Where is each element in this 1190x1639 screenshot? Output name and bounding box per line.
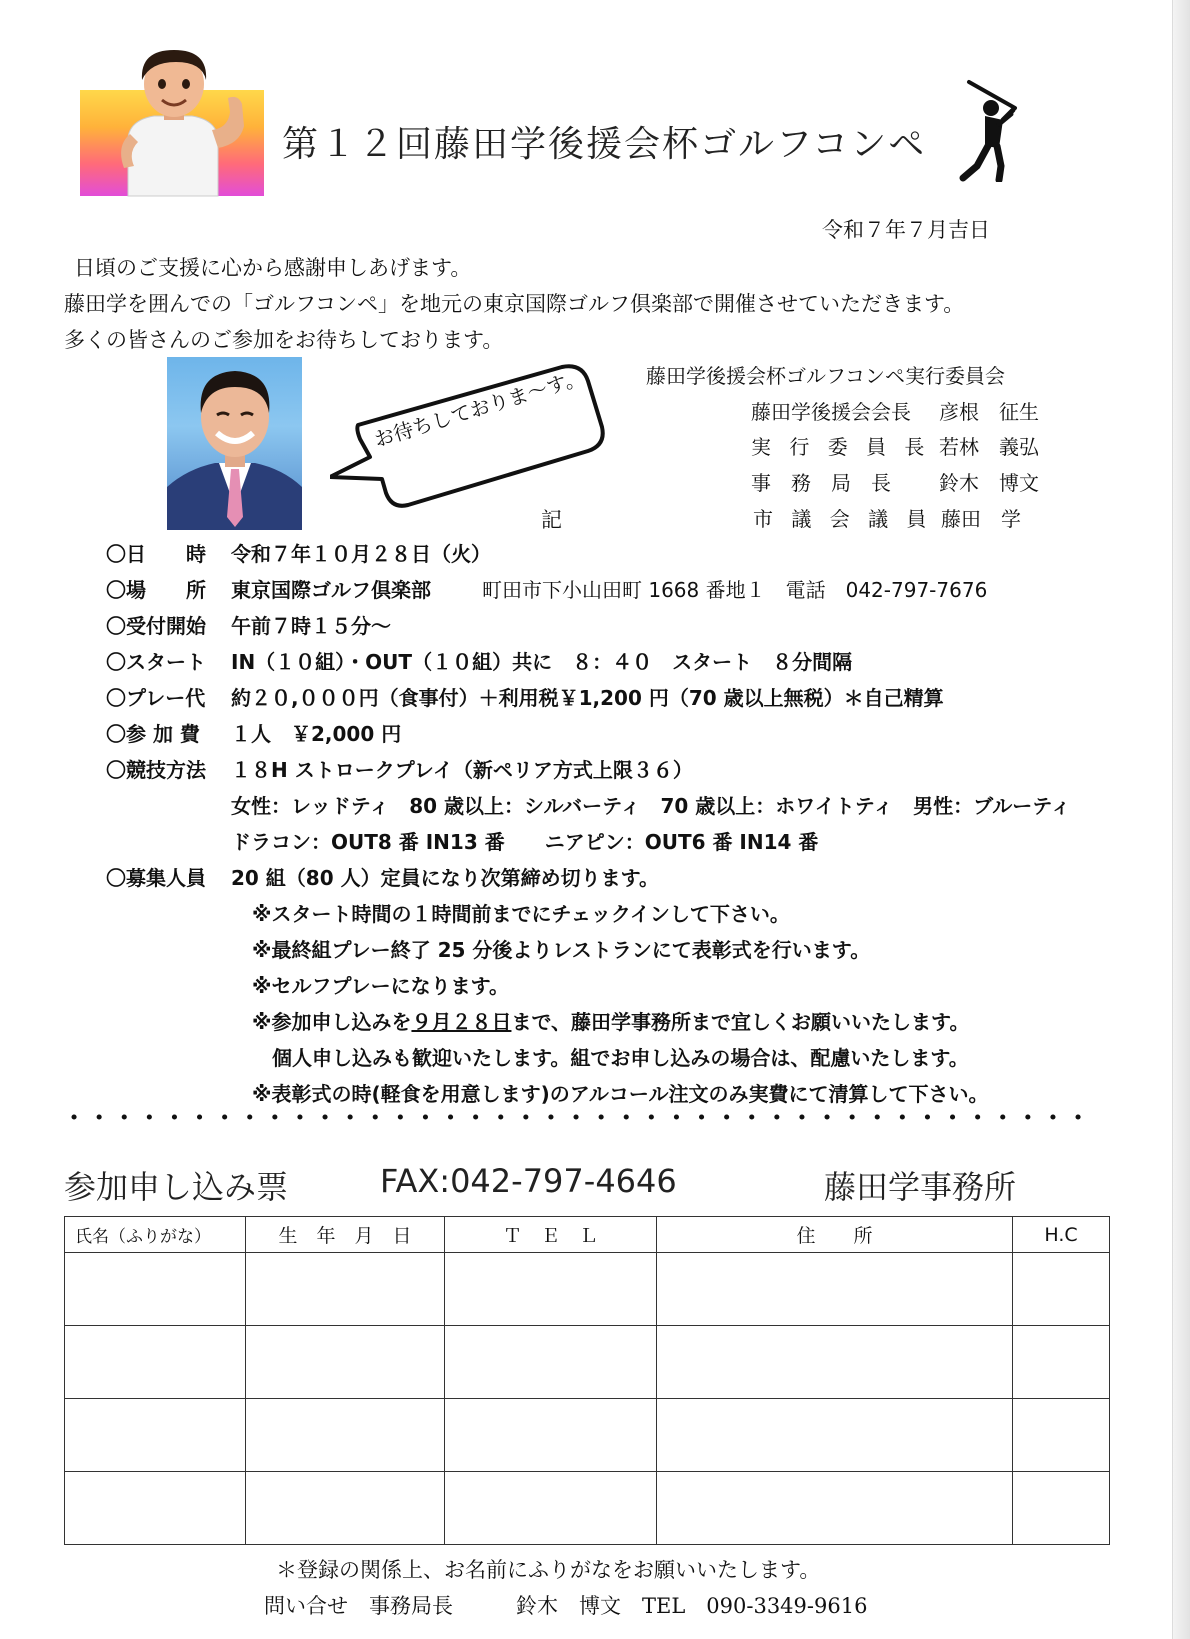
note-4-deadline: ９月２８日 — [411, 1010, 512, 1034]
venue-address: 町田市下小山田町 1668 番地１ 電話 042-797-7676 — [482, 578, 988, 602]
candidate-photo — [167, 357, 302, 530]
committee-role-4: 市 議 会 議 員 — [753, 507, 933, 531]
greeting-line-3: 多くの皆さんのご参加をお待ちしております。 — [64, 328, 504, 352]
form-fax: FAX:042-797-4646 — [380, 1162, 677, 1200]
table-header-row — [65, 1217, 1110, 1253]
cell-hc[interactable] — [1013, 1399, 1110, 1472]
cell-address[interactable] — [657, 1326, 1013, 1399]
value-venue: 東京国際ゴルフ倶楽部 — [231, 578, 431, 602]
value-entry-fee: １人 ￥2,000 円 — [231, 722, 402, 746]
page-title: 第１２回藤田学後援会杯ゴルフコンペ — [282, 124, 927, 165]
committee-org: 藤田学後援会杯ゴルフコンペ実行委員会 — [646, 364, 1005, 388]
form-title: 参加申し込み票 — [64, 1168, 289, 1206]
committee-name-2: 若林 義弘 — [939, 435, 1039, 459]
cell-birthdate[interactable] — [246, 1326, 445, 1399]
note-1: ※スタート時間の１時間前までにチェックインして下さい。 — [252, 902, 790, 926]
note-2: ※最終組プレー終了 25 分後よりレストランにて表彰式を行います。 — [252, 938, 871, 962]
cell-name[interactable] — [65, 1472, 246, 1545]
application-table — [64, 1216, 1110, 1545]
cell-tel[interactable] — [445, 1326, 657, 1399]
footer-contact: 問い合せ 事務局長 鈴木 博文 TEL 090-3349-9616 — [264, 1594, 868, 1618]
portrait-icon — [167, 357, 302, 530]
note-6: ※表彰式の時(軽食を用意します)のアルコール注文のみ実費にて清算して下さい。 — [252, 1082, 989, 1106]
form-office: 藤田学事務所 — [824, 1168, 1017, 1206]
table-row — [65, 1253, 1110, 1326]
golfer-icon — [955, 78, 1025, 186]
value-contests: ドラコン：OUT8 番 IN13 番 ニアピン：OUT6 番 IN14 番 — [231, 830, 819, 854]
value-tees: 女性：レッドティ 80 歳以上：シルバーティ 70 歳以上：ホワイトティ 男性：ブルーティ — [231, 794, 1071, 818]
cartoon-avatar-icon — [80, 48, 264, 154]
label-reception: 〇受付開始 — [106, 614, 206, 638]
value-format: １８H ストロークプレイ（新ペリア方式上限３６） — [231, 758, 693, 782]
value-capacity: 20 組（80 人）定員になり次第締め切ります。 — [231, 866, 659, 890]
cell-birthdate[interactable] — [246, 1253, 445, 1326]
cell-address[interactable] — [657, 1253, 1013, 1326]
committee-role-2: 実 行 委 員 長 — [751, 435, 931, 459]
footer-note: ＊登録の関係上、お名前にふりがなをお願いいたします。 — [276, 1558, 821, 1582]
speech-bubble — [330, 355, 610, 515]
note-4-before: ※参加申し込みを — [252, 1010, 412, 1034]
greeting-line-2: 藤田学を囲んでの「ゴルフコンペ」を地元の東京国際ゴルフ倶楽部で開催させていただきます。 — [64, 292, 965, 316]
table-row — [65, 1326, 1110, 1399]
ki-mark: 記 — [541, 508, 562, 532]
col-hc: H.C — [1013, 1217, 1110, 1253]
committee-role-1: 藤田学後援会会長 — [751, 400, 911, 424]
cell-hc[interactable] — [1013, 1253, 1110, 1326]
cell-address[interactable] — [657, 1472, 1013, 1545]
bubble-text: お待ちしておりま〜す。 — [371, 364, 588, 452]
committee-role-3: 事 務 局 長 — [751, 471, 891, 495]
label-entry-fee: 〇参 加 費 — [106, 722, 200, 746]
cartoon-avatar — [80, 90, 264, 196]
issue-date: 令和７年７月吉日 — [822, 218, 990, 242]
committee-name-4: 藤田 学 — [941, 507, 1021, 531]
cell-tel[interactable] — [445, 1399, 657, 1472]
committee-name-1: 彦根 征生 — [939, 400, 1039, 424]
note-5: 個人申し込みも歓迎いたします。組でお申し込みの場合は、配慮いたします。 — [272, 1046, 969, 1070]
greeting-line-1: 日頃のご支援に心から感謝申しあげます。 — [74, 256, 472, 280]
table-row — [65, 1399, 1110, 1472]
cell-birthdate[interactable] — [246, 1472, 445, 1545]
label-datetime: 〇日 時 — [106, 542, 206, 566]
page-edge — [1172, 0, 1190, 1639]
value-datetime: 令和７年１０月２８日（火） — [231, 542, 491, 566]
dotted-separator — [70, 1110, 1090, 1124]
note-4-after: まで、藤田学事務所まで宜しくお願いいたします。 — [511, 1010, 970, 1034]
cell-address[interactable] — [657, 1399, 1013, 1472]
cell-birthdate[interactable] — [246, 1399, 445, 1472]
cell-name[interactable] — [65, 1399, 246, 1472]
value-fee: 約２０,０００円（食事付）＋利用税￥1,200 円（70 歳以上無税）＊自己精算 — [231, 686, 944, 710]
value-reception: 午前７時１５分〜 — [231, 614, 391, 638]
label-start: 〇スタート — [106, 650, 206, 674]
label-fee: 〇プレー代 — [106, 686, 206, 710]
cell-tel[interactable] — [445, 1253, 657, 1326]
col-address: 住 所 — [657, 1217, 1013, 1253]
table-row — [65, 1472, 1110, 1545]
label-venue: 〇場 所 — [106, 578, 206, 602]
col-name: 氏名（ふりがな） — [65, 1217, 246, 1253]
cell-hc[interactable] — [1013, 1472, 1110, 1545]
value-start: IN（１０組）・OUT（１０組）共に ８：４０ スタート ８分間隔 — [231, 650, 853, 674]
cell-tel[interactable] — [445, 1472, 657, 1545]
note-3: ※セルフプレーになります。 — [252, 974, 510, 998]
committee-name-3: 鈴木 博文 — [939, 471, 1039, 495]
cell-hc[interactable] — [1013, 1326, 1110, 1399]
cell-name[interactable] — [65, 1253, 246, 1326]
note-4 — [252, 1006, 969, 1035]
label-capacity: 〇募集人員 — [106, 866, 206, 890]
col-birthdate: 生 年 月 日 — [246, 1217, 445, 1253]
label-format: 〇競技方法 — [106, 758, 206, 782]
col-tel: Ｔ Ｅ Ｌ — [445, 1217, 657, 1253]
cell-name[interactable] — [65, 1326, 246, 1399]
